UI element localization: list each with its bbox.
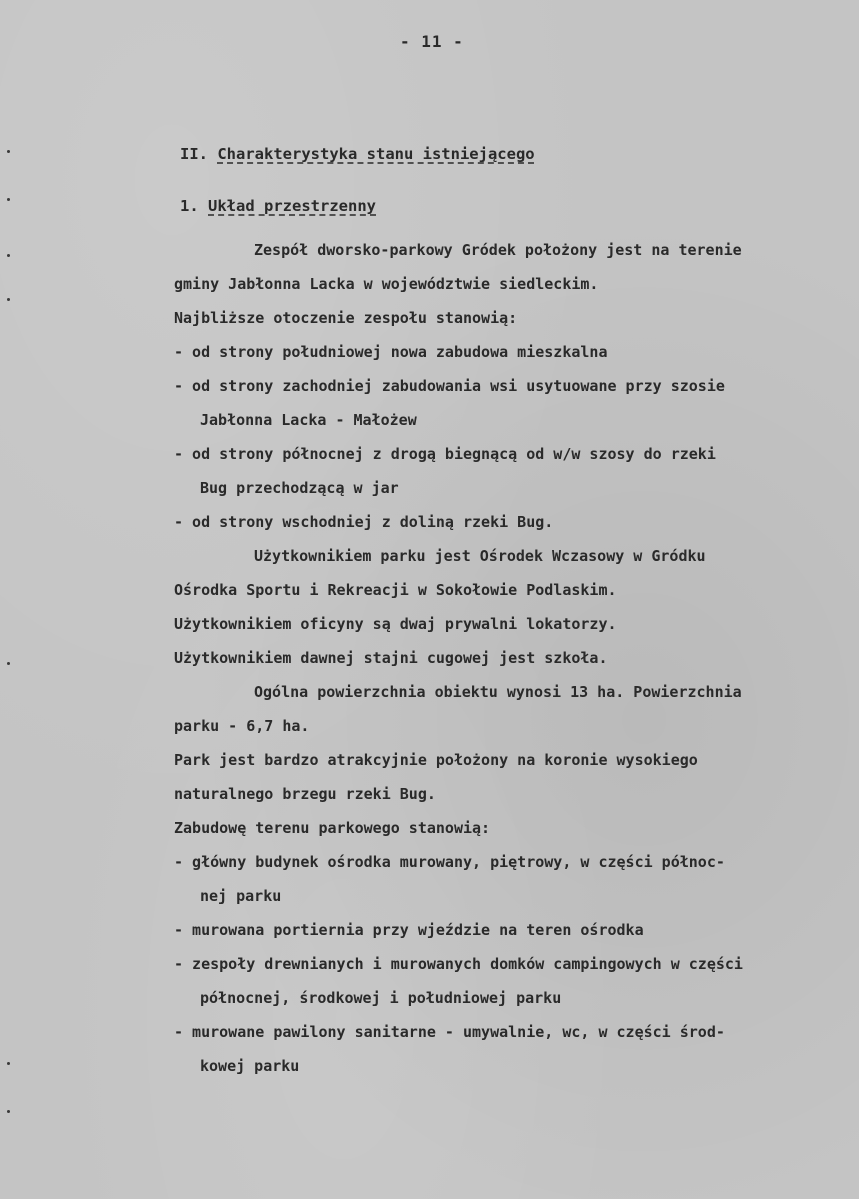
text-line: naturalnego brzegu rzeki Bug.	[174, 785, 436, 803]
body-text	[174, 237, 849, 1087]
text-line: - główny budynek ośrodka murowany, piętrowy, w części północ-	[174, 853, 725, 871]
text-line: Użytkownikiem oficyny są dwaj prywalni lokatorzy.	[174, 615, 617, 633]
subsection-number: 1.	[180, 197, 199, 215]
text-line: Ośrodka Sportu i Rekreacji w Sokołowie Podlaskim.	[174, 581, 617, 599]
text-line: Zabudowę terenu parkowego stanowią:	[174, 819, 491, 837]
section-number: II.	[180, 145, 208, 163]
text-line: Najbliższe otoczenie zespołu stanowią:	[174, 309, 518, 327]
text-line: - od strony południowej nowa zabudowa mieszkalna	[174, 343, 608, 361]
section-title: Charakterystyka stanu istniejącego	[217, 145, 535, 163]
text-line: - murowana portiernia przy wjeździe na teren ośrodka	[174, 921, 644, 939]
text-line: Użytkownikiem dawnej stajni cugowej jest szkoła.	[174, 649, 608, 667]
text-line: - od strony północnej z drogą biegnącą od w/w szosy do rzeki	[174, 445, 716, 463]
margin-dot	[7, 150, 10, 153]
text-line: - od strony wschodniej z doliną rzeki Bug.	[174, 513, 554, 531]
text-line: - murowane pawilony sanitarne - umywalnie, wc, w części środ-	[174, 1023, 725, 1041]
margin-dot	[7, 1062, 10, 1065]
text-line: kowej parku	[200, 1057, 300, 1075]
text-line: Jabłonna Lacka - Małożew	[200, 411, 417, 429]
subsection-title: Układ przestrzenny	[208, 197, 376, 215]
section-heading	[180, 145, 535, 163]
margin-dot	[7, 298, 10, 301]
text-line: Park jest bardzo atrakcyjnie położony na koronie wysokiego	[174, 751, 698, 769]
margin-dot	[7, 254, 10, 257]
text-line: - zespoły drewnianych i murowanych domków campingowych w części	[174, 955, 743, 973]
text-line: Zespół dworsko-parkowy Gródek położony jest na terenie	[254, 241, 742, 259]
margin-dot	[7, 662, 10, 665]
text-line: Ogólna powierzchnia obiektu wynosi 13 ha. Powierzchnia	[254, 683, 742, 701]
margin-dot	[7, 1110, 10, 1113]
text-line: - od strony zachodniej zabudowania wsi usytuowane przy szosie	[174, 377, 725, 395]
text-line: gminy Jabłonna Lacka w województwie siedleckim.	[174, 275, 599, 293]
margin-dot	[7, 198, 10, 201]
text-line: nej parku	[200, 887, 282, 905]
text-line: Bug przechodzącą w jar	[200, 479, 399, 497]
text-line: Użytkownikiem parku jest Ośrodek Wczasowy w Gródku	[254, 547, 706, 565]
margin-punch-marks	[0, 0, 20, 1199]
page-number: - 11 -	[400, 32, 464, 51]
text-line: parku - 6,7 ha.	[174, 717, 310, 735]
subsection-heading	[180, 197, 376, 215]
text-line: północnej, środkowej i południowej parku	[200, 989, 562, 1007]
